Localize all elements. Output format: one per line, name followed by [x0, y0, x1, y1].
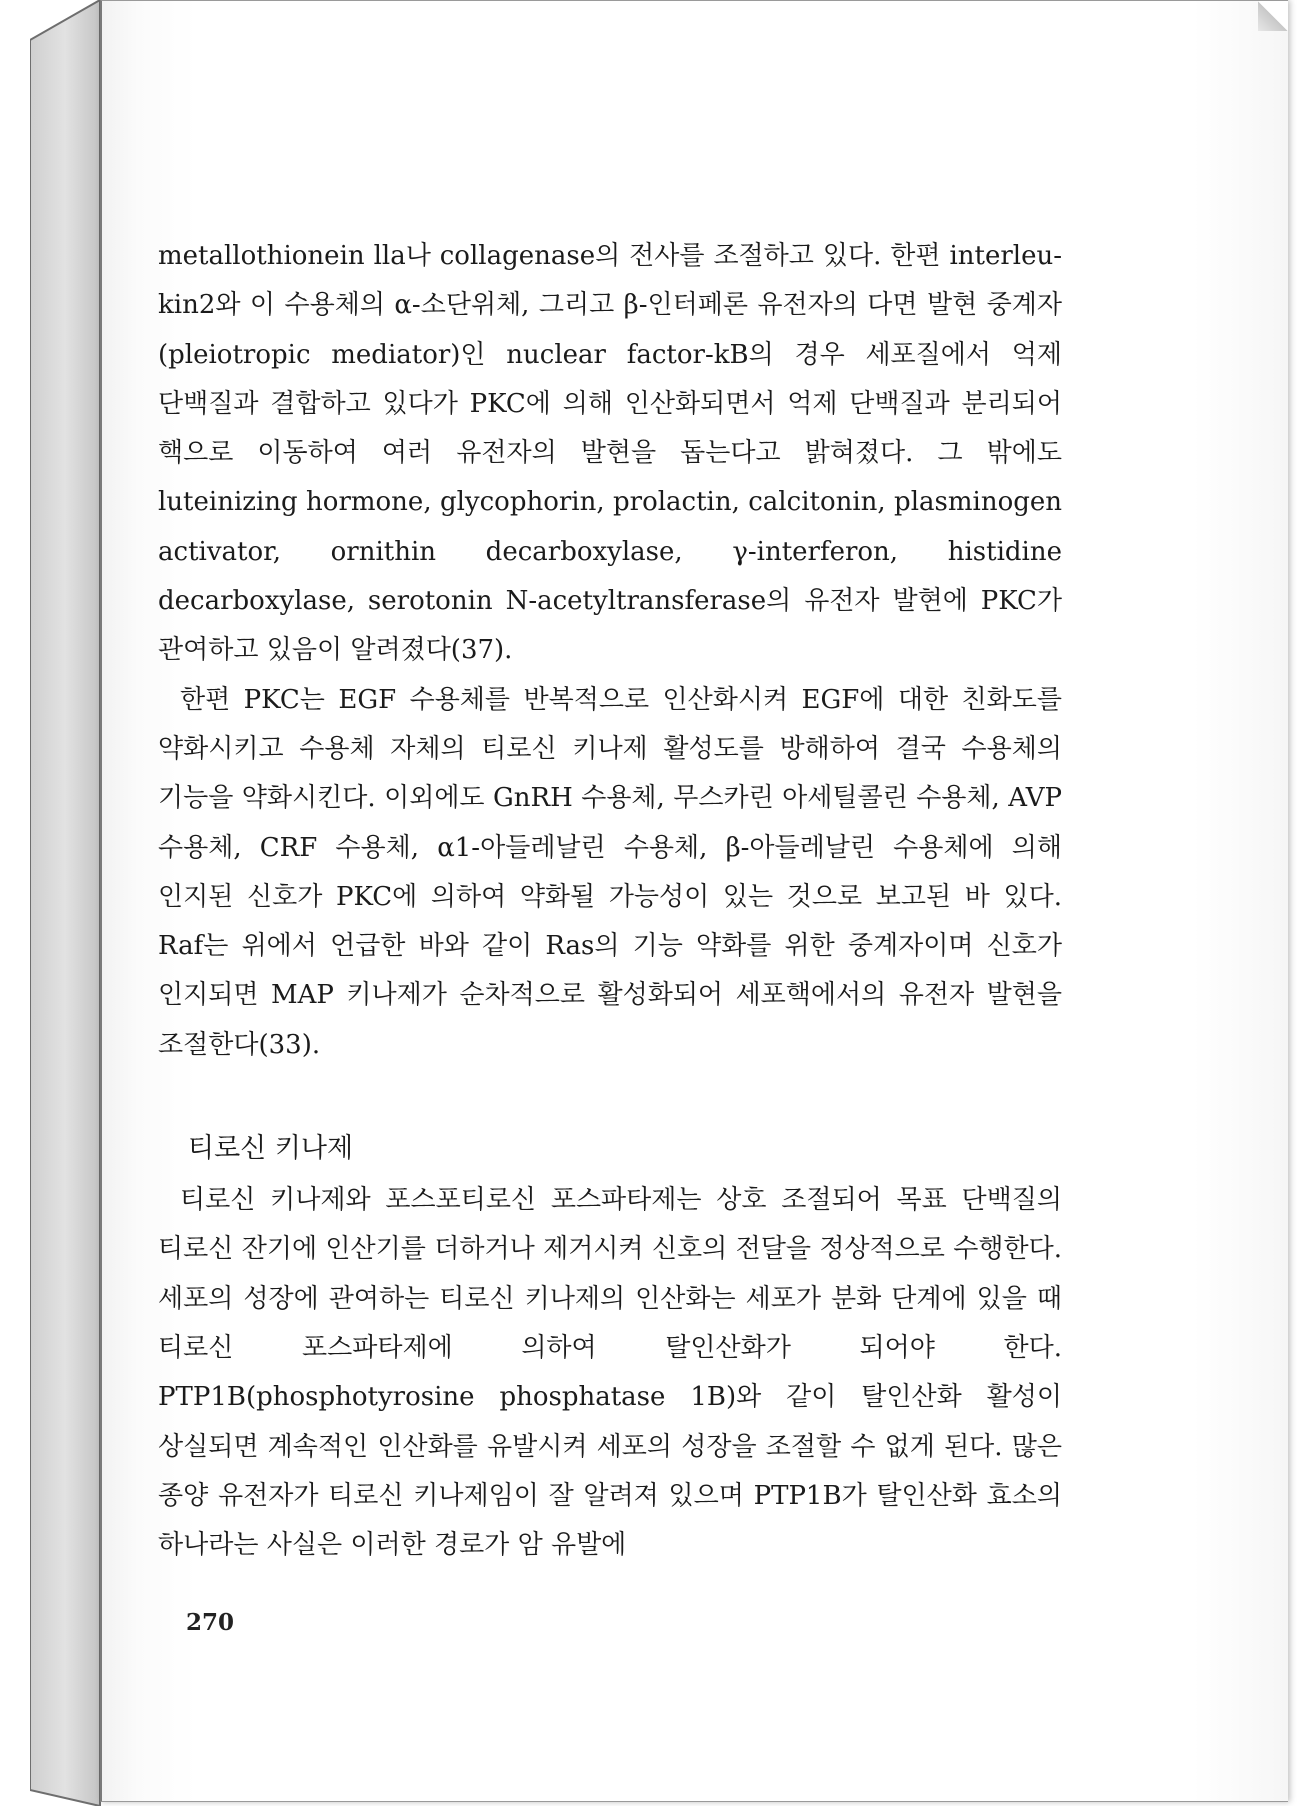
page-corner [1258, 1, 1288, 31]
body-text [158, 232, 1062, 1570]
section-heading: 티로신 키나제 [188, 1133, 354, 1165]
book-spine-graphic [30, 0, 102, 1806]
book-spine [30, 0, 102, 1806]
paragraph-1: metallothionein lla나 collagenase의 전사를 조절하고 있다. 한편 interleu-kin2와 이 수용체의 α-소단위체, 그리고 β-인터페론 유전자의 다면 발현 중계자(pleiotropic mediator)인 nuclear factor-kB의 경우 세포질에서 억제 단백질과 결합하고 있다가 PKC에 의해 인산화되면서 억제 단백질과 분리되어 핵으로 이동하여 여러 유전자의 발현을 돕는다고 밝혀졌다. 그 밖에도 luteinizing hormone, glycophorin, prolactin, calcitonin, plasminogen activator, ornithin decarboxylase, γ-interferon, histidine decarboxylase, serotonin N-acetyltransferase의 유전자 발현에 PKC가 관여하고 있음이 알려졌다(37). [158, 241, 1062, 666]
page-number: 270 [186, 1609, 235, 1636]
paragraph-3: 티로신 키나제와 포스포티로신 포스파타제는 상호 조절되어 목표 단백질의 티로신 잔기에 인산기를 더하거나 제거시켜 신호의 전달을 정상적으로 수행한다. 세포의 성장에 관여하는 티로신 키나제의 인산화는 세포가 분화 단계에 있을 때 티로신 포스파타제에 의하여 탈인산화가 되어야 한다. PTP1B(phosphotyrosine phosphatase 1B)와 같이 탈인산화 활성이 상실되면 계속적인 인산화를 유발시켜 세포의 성장을 조절할 수 없게 된다. 많은 종양 유전자가 티로신 키나제임이 잘 알려져 있으며 PTP1B가 탈인산화 효소의 하나라는 사실은 이러한 경로가 암 유발에 [158, 1185, 1062, 1561]
paragraph-2: 한편 PKC는 EGF 수용체를 반복적으로 인산화시켜 EGF에 대한 친화도를 약화시키고 수용체 자체의 티로신 키나제 활성도를 방해하여 결국 수용체의 기능을 약화시킨다. 이외에도 GnRH 수용체, 무스카린 아세틸콜린 수용체, AVP 수용체, CRF 수용체, α1-아들레날린 수용체, β-아들레날린 수용체에 의해 인지된 신호가 PKC에 의하여 약화될 가능성이 있는 것으로 보고된 바 있다. Raf는 위에서 언급한 바와 같이 Ras의 기능 약화를 위한 중계자이며 신호가 인지되면 MAP 키나제가 순차적으로 활성화되어 세포핵에서의 유전자 발현을 조절한다(33). [158, 684, 1062, 1060]
